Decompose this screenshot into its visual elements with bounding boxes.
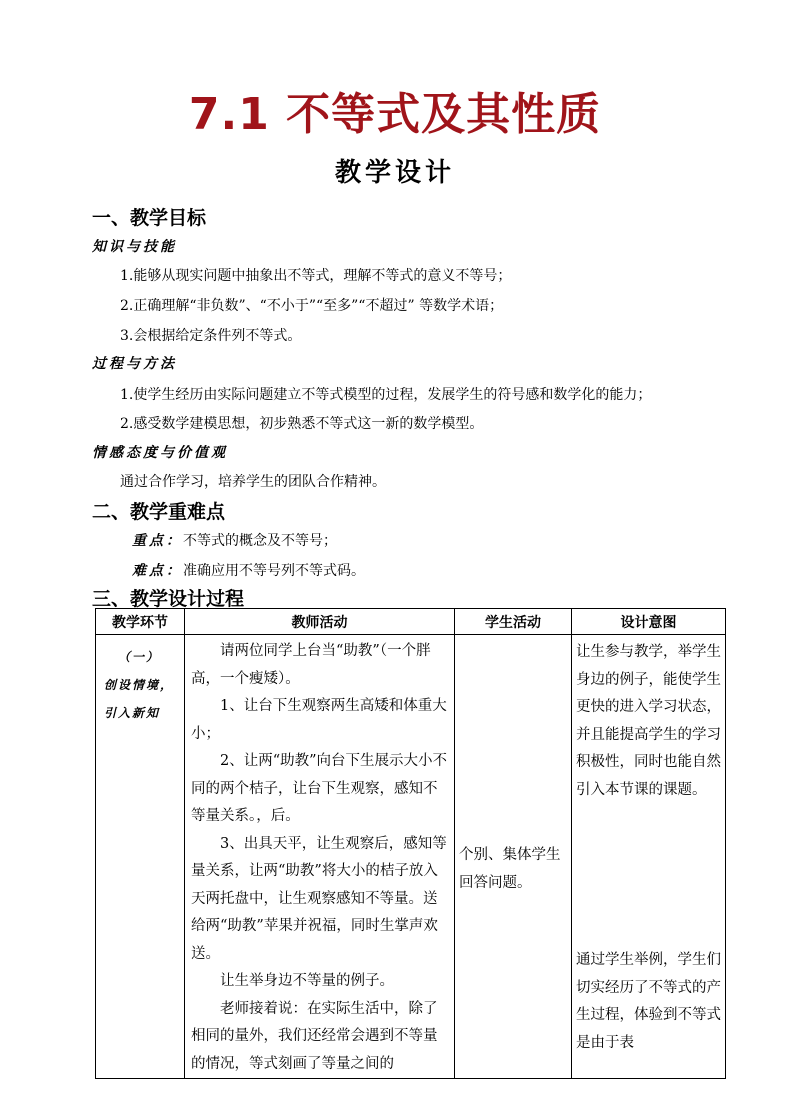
header-intent: 设计意图: [572, 609, 726, 635]
teaching-design-table: [95, 608, 726, 1079]
document-title: 7.1 不等式及其性质: [188, 89, 602, 140]
difficult-point-text: 准确应用不等号列不等式码。: [183, 563, 365, 579]
process-item-2: 2.感受数学建模思想，初步熟悉不等式这一新的数学模型。: [120, 416, 484, 432]
key-point-label: 重点：: [132, 533, 183, 549]
subheading-process: 过程与方法: [92, 356, 177, 372]
section-heading-key-points: 二、教学重难点: [92, 501, 226, 523]
document-subtitle: 教学设计: [334, 158, 455, 188]
header-student: 学生活动: [455, 609, 572, 635]
teacher-paragraph: 1、让台下生观察两生高矮和体重大小；: [191, 698, 447, 742]
subheading-knowledge: 知识与技能: [92, 239, 177, 255]
key-point-line: [132, 530, 337, 550]
knowledge-item-2: 2.正确理解“非负数”、“不小于”“至多”“不超过” 等数学术语；: [120, 298, 504, 314]
table-header-row: [96, 609, 726, 635]
process-item-1: 1.使学生经历由实际问题建立不等式模型的过程，发展学生的符号感和数学化的能力；: [120, 387, 652, 403]
student-activity-text: 个别、集体学生回答问题。: [459, 847, 561, 891]
knowledge-item-1: 1.能够从现实问题中抽象出不等式，理解不等式的意义不等号；: [120, 268, 512, 284]
stage-line-2: 引入新知: [104, 706, 161, 720]
knowledge-item-3: 3.会根据给定条件列不等式。: [120, 328, 302, 344]
teacher-paragraph: 老师接着说：在实际生活中，除了相同的量外，我们还经常会遇到不等量的情况，等式刻画了等量之间的: [191, 1000, 438, 1072]
key-point-text: 不等式的概念及不等号；: [183, 533, 337, 549]
teacher-cell: [185, 635, 455, 1079]
intent-text-1: 让生参与教学，举学生身边的例子，能使学生更快的进入学习状态，并且能提高学生的学习积极性，同时也能自然引入本节课的课题。: [576, 644, 721, 798]
teacher-paragraph: 请两位同学上台当“助教”（一个胖高，一个瘦矮）。: [191, 643, 431, 687]
teacher-paragraph: 3、出具天平，让生观察后，感知等量关系，让两“助教”将大小的桔子放入天两托盘中，让生观察感知不等量。送给两“助教”苹果并祝福，同时生掌声欢送。: [191, 835, 447, 962]
difficult-point-line: [132, 560, 365, 580]
stage-line-1: 创设情境，: [104, 678, 175, 692]
stage-number: （一）: [118, 650, 161, 664]
header-stage: 教学环节: [96, 609, 185, 635]
teacher-paragraph: 让生举身边不等量的例子。: [220, 973, 394, 989]
section-heading-objectives: 一、教学目标: [92, 207, 207, 229]
intent-text-2: 通过学生举例，学生们切实经历了不等式的产生过程，体验到不等式是由于表: [576, 952, 721, 1051]
section-heading-process: 三、教学设计过程: [92, 588, 245, 610]
subheading-emotion: 情感态度与价值观: [92, 445, 228, 461]
header-teacher: 教师活动: [185, 609, 455, 635]
stage-cell: [96, 635, 185, 1079]
student-cell: [455, 635, 572, 1079]
teacher-paragraph: 2、让两“助教”向台下生展示大小不同的两个桔子，让台下生观察，感知不等量关系。，后。: [191, 753, 448, 824]
table-row: [96, 635, 726, 1079]
intent-cell: [572, 635, 726, 1079]
emotion-text: 通过合作学习，培养学生的团队合作精神。: [120, 474, 386, 490]
difficult-point-label: 难点：: [132, 563, 183, 579]
